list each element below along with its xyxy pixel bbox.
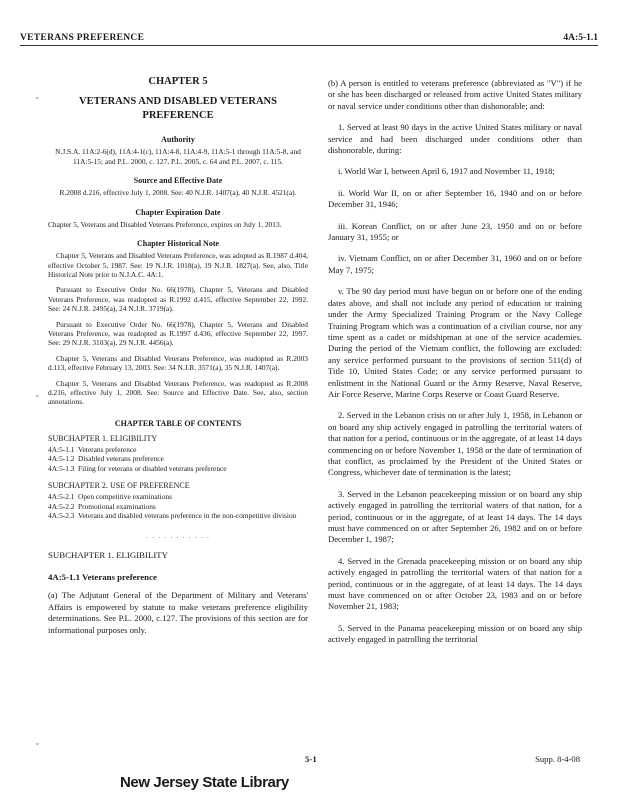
supplement-date: Supp. 8-4-08 [535, 754, 580, 764]
page-number: 5-1 [305, 754, 317, 764]
item-4: 4. Served in the Grenada peacekeeping mission or on board any ship actively engaged in patrolling the territorial waters of that nation for a period, continuous or in the aggregate, of at least 14 days. The 14 days must have commenced on or after October 23, 1983 and on or before November 21, 1983; [328, 555, 582, 612]
toc-subchapter-2: SUBCHAPTER 2. USE OF PREFERENCE [48, 481, 190, 491]
chapter-number: CHAPTER 5 [148, 76, 208, 87]
right-column [328, 78, 582, 656]
toc-desc: Disabled veterans preference [78, 454, 164, 464]
history-note: Pursuant to Executive Order No. 66(1978), Chapter 5, Veterans and Disabled Veterans Preference, was readopted as R.1992 d.415, effective September 22, 1992. See: 24 N.J.R. 2495(a), 24 N.J.R. 3719(a). [48, 285, 308, 314]
paragraph-a: (a) The Adjutant General of the Department of Military and Veterans' Affairs is empowered by statute to make veterans preference eligibility determinations. See P.L. 2000, c.127. The provisions of this section are for informational purposes only. [48, 590, 308, 635]
header-section-number: 4A:5-1.1 [563, 33, 598, 43]
toc-code: 4A:5-1.3 [48, 463, 75, 473]
margin-mark: ⌄ [34, 738, 41, 747]
item-3: 3. Served in the Lebanon peacekeeping mission or on board any ship actively engaged in patrolling the territorial waters of that nation, for a period, continuous or in the aggregate, of at least 14 days. The 14 days must have commenced on or after September 26, 1982 and on or before December 1, 1987; [328, 488, 582, 545]
source-text: R.2008 d.216, effective July 1, 2008. See: 40 N.J.R. 1407(a), 40 N.J.R. 4521(a). [59, 188, 297, 198]
item-1-iii: iii. Korean Conflict, on or after June 23, 1950 and on or before January 31, 1955; or [328, 220, 582, 243]
toc-desc: Filing for veterans or disabled veterans preference [78, 463, 227, 473]
toc-subchapter-1: SUBCHAPTER 1. ELIGIBILITY [48, 433, 158, 443]
history-note: Chapter 5, Veterans and Disabled Veterans Preference, was readopted as R.2003 d.113, effective February 13, 2003. See: 34 N.J.R. 3571(a), 35 N.J.R. 1407(a). [48, 353, 308, 373]
expiration-heading: Chapter Expiration Date [135, 207, 221, 217]
toc-code: 4A:5-2.1 [48, 492, 75, 502]
authority-heading: Authority [161, 135, 195, 144]
toc-row[interactable] [48, 454, 308, 463]
item-1: 1. Served at least 90 days in the active United States military or naval service and had been discharged under conditions other than dishonorable, during: [328, 122, 582, 156]
header-title: VETERANS PREFERENCE [20, 33, 145, 43]
paragraph-b: (b) A person is entitled to veterans preference (abbreviated as "V") if he or she has been discharged or released from active United States military or naval service under conditions other than dishonorable; and: [328, 78, 582, 111]
margin-mark: ⌄ [34, 390, 41, 399]
library-stamp: New Jersey State Library [120, 774, 289, 791]
toc-heading: CHAPTER TABLE OF CONTENTS [114, 418, 242, 428]
toc-code: 4A:5-2.3 [48, 510, 75, 520]
history-heading: Chapter Historical Note [136, 239, 220, 249]
item-1-i: i. World War I, between April 6, 1917 and November 11, 1918; [338, 166, 555, 177]
authority-text: N.J.S.A. 11A:2-6(d), 11A:4-1(c), 11A:4-8, 11A:4-9, 11A:5-1 through 11A:5-8, and 11A:5-15; and P.L. 2000, c. 127, P.L. 2005, c. 64 and P.L. 2007, c. 115. [55, 147, 301, 166]
history-note: Pursuant to Executive Order No. 66(1978), Chapter 5, Veterans and Disabled Veterans Preference, was readopted as R.1997 d.436, effective September 22, 1997. See: 29 N.J.R. 3103(a), 29 N.J.R. 4456(a). [48, 319, 308, 348]
item-5: 5. Served in the Panama peacekeeping mission or on board any ship actively engaged in patrolling the territorial [328, 622, 582, 645]
toc-code: 4A:5-2.2 [48, 501, 75, 511]
subchapter-heading: SUBCHAPTER 1. ELIGIBILITY [48, 550, 168, 561]
item-2: 2. Served in the Lebanon crisis on or after July 1, 1958, in Lebanon or on board any ship actively engaged in patrolling the territorial waters of that nation for a period, continuous or in the aggregate, of at least 14 days commencing on or before November 1, 1958 or the date of termination of that conflict, as proclaimed by the President of the United States or Congress, whichever date of termination is the latest; [328, 410, 582, 478]
toc-code: 4A:5-1.1 [48, 444, 75, 454]
toc-row[interactable] [48, 492, 308, 501]
item-1-v: v. The 90 day period must have begun on or before one of the ending dates above, and shall not include any period of education or training under the Army Specialized Training Program or the Navy College Training Program which was a continuation of a civilian course, nor any time spent as a cadet or midshipman at one of the service academies. During the period of the Vietnam conflict, the following are excluded: any service performed pursuant to the provisions of section 511(d) of Title 10, United States Code; or any service performed pursuant to enlistment in the National Guard or the Army Reserve, Naval Reserve, Air Force Reserve, Marine Corps Reserve or Coast Guard Reserve. [328, 286, 582, 399]
toc-code: 4A:5-1.2 [48, 454, 75, 464]
toc-desc: Promotional examinations [78, 501, 156, 511]
toc-row[interactable] [48, 511, 308, 520]
item-1-ii: ii. World War II, on or after September 16, 1940 and on or before December 31, 1946; [328, 187, 582, 210]
section-title: 4A:5-1.1 Veterans preference [48, 572, 157, 583]
toc-desc: Veterans preference [78, 444, 137, 454]
expiration-text: Chapter 5, Veterans and Disabled Veterans Preference, expires on July 1, 2013. [48, 219, 282, 229]
toc-row[interactable] [48, 464, 308, 473]
toc-desc: Open competitive examinations [78, 492, 172, 502]
left-column [48, 62, 308, 636]
item-1-iv: iv. Vietnam Conflict, on or after December 31, 1960 and on or before May 7, 1975; [328, 253, 582, 275]
history-note: Chapter 5, Veterans and Disabled Veterans Preference, was adopted as R.1987 d.404, effective October 5, 1987. See: 19 N.J.R. 1018(a), 19 N.J.R. 1827(a). See, also, Title Historical Note prior to N.J.A.C. 4A:1. [48, 251, 308, 279]
section-divider: · · · · · · · · · · · [145, 534, 211, 543]
header-rule [20, 45, 598, 46]
toc-row[interactable] [48, 502, 308, 511]
margin-mark: ⌄ [34, 92, 41, 101]
history-note: Chapter 5, Veterans and Disabled Veterans Preference, was readopted as R.2008 d.216, effective July 1, 2008. See: Source and Effective Date. See, also, section annotations. [48, 378, 308, 407]
source-heading: Source and Effective Date [133, 176, 223, 186]
toc-row[interactable] [48, 445, 308, 454]
chapter-title: VETERANS AND DISABLED VETERANS PREFERENCE [79, 96, 277, 121]
running-header [20, 33, 598, 47]
toc-desc: Veterans and disabled veterans preference in the non-competitive division [78, 510, 297, 520]
